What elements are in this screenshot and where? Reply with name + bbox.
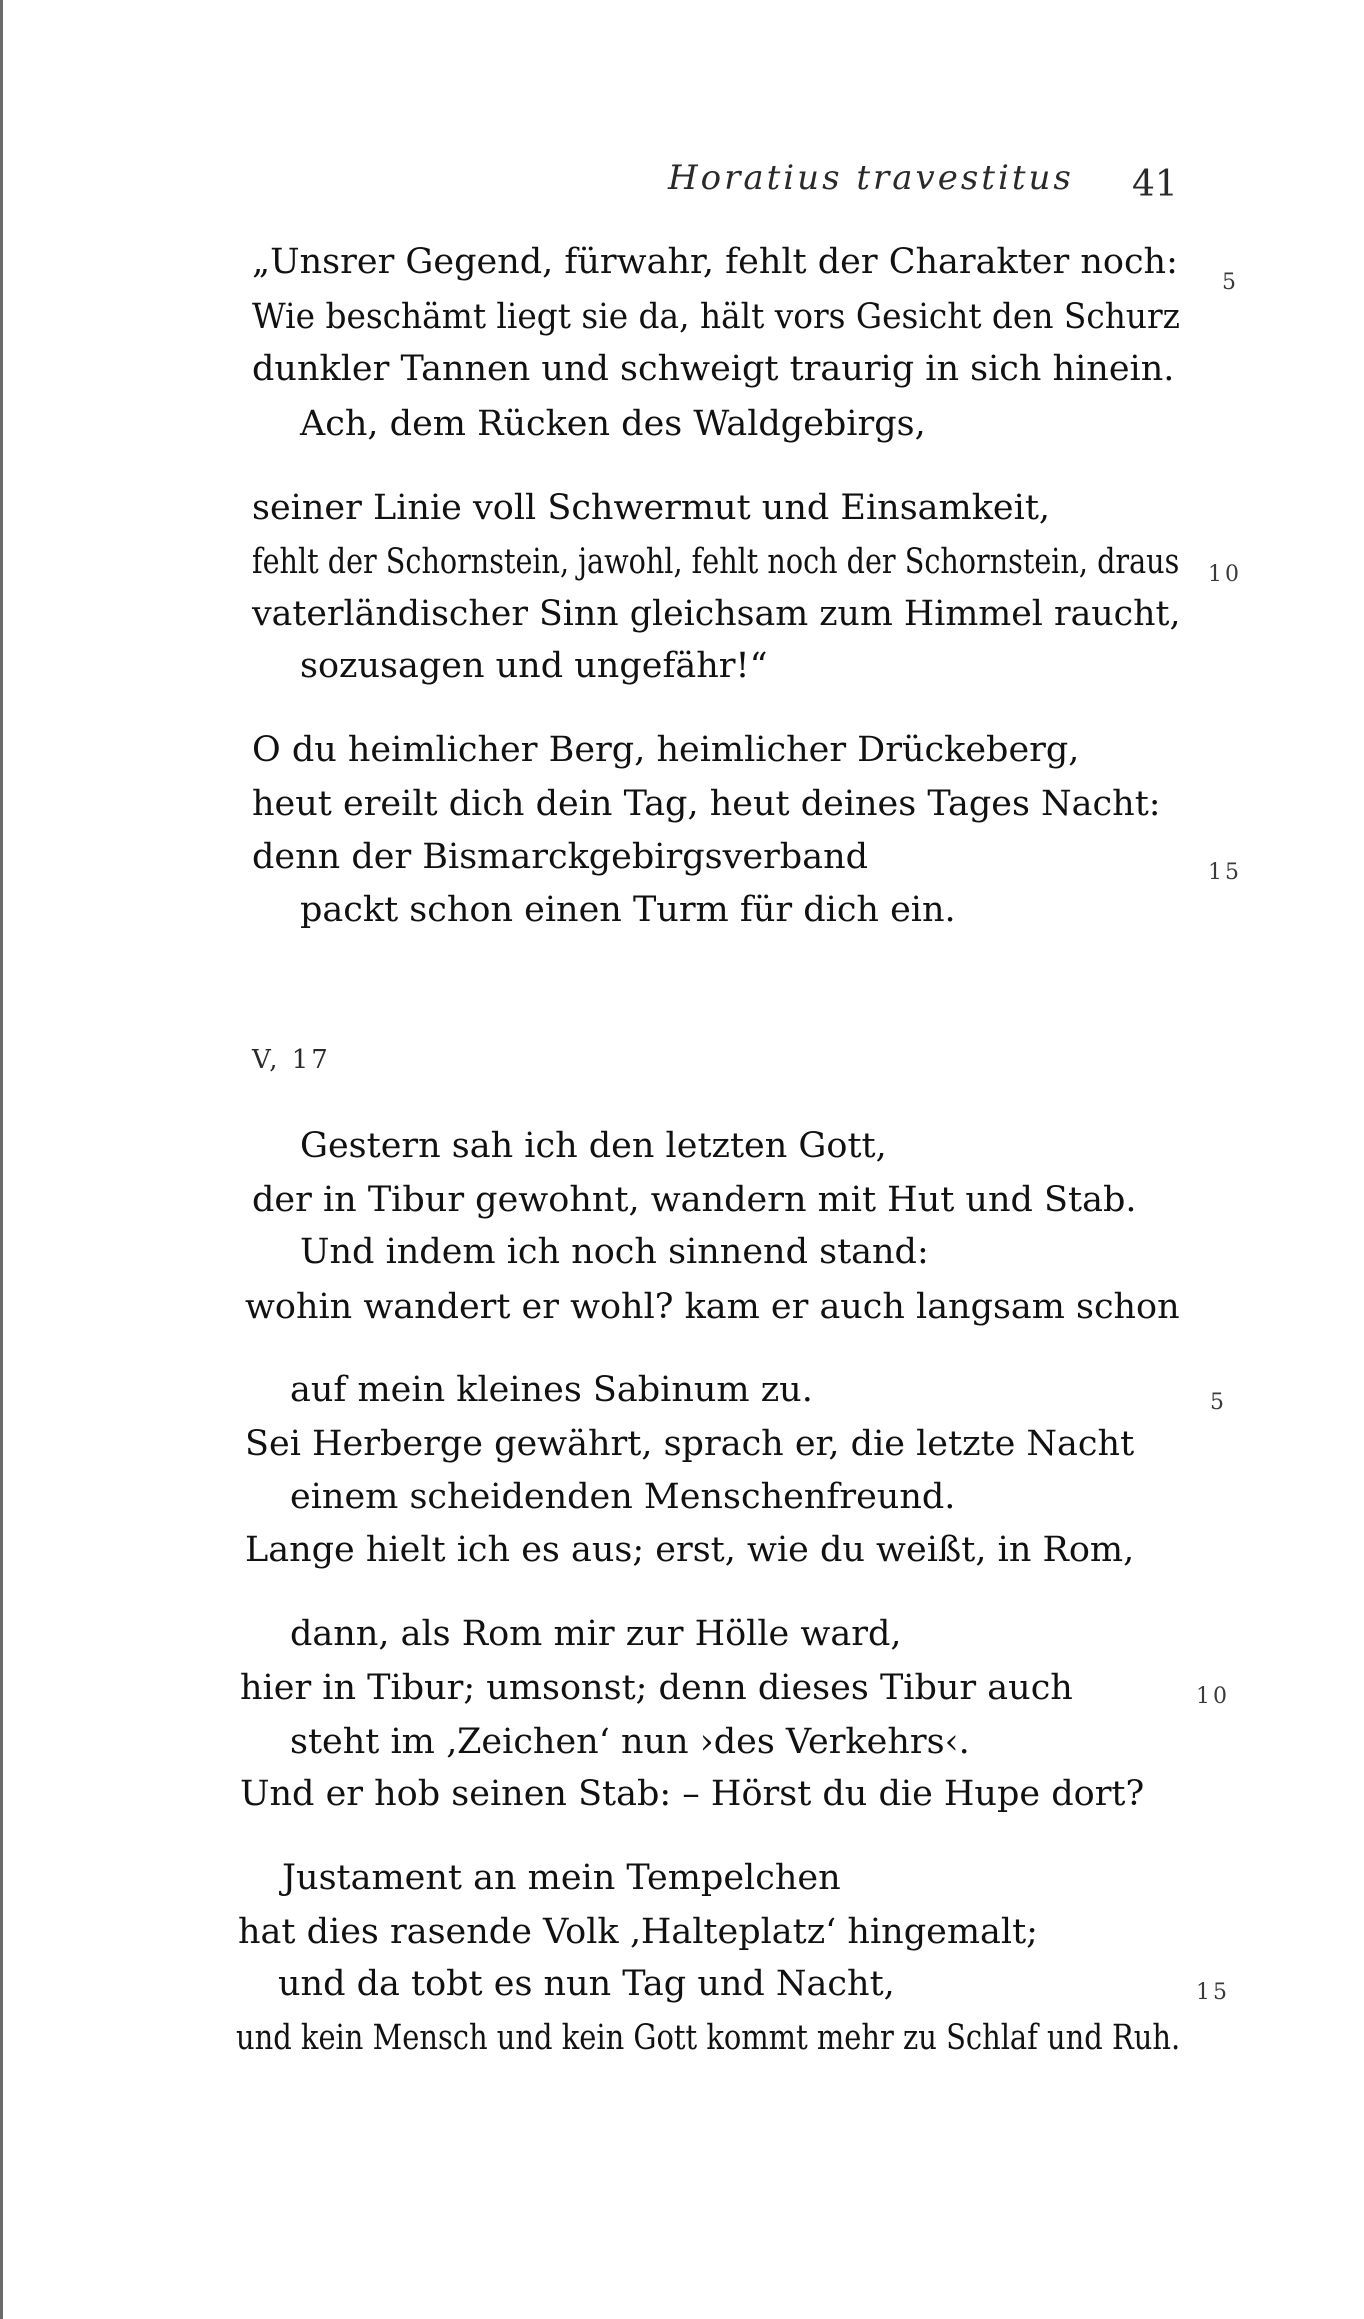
poem2-line-2: der in Tibur gewohnt, wandern mit Hut und Stab. xyxy=(252,1180,1137,1220)
poem2-line-number-5: 5 xyxy=(1210,1390,1227,1415)
poem2-line-13: Justament an mein Tempelchen xyxy=(282,1858,841,1898)
poem1-line-8: sozusagen und ungefähr!“ xyxy=(300,646,768,686)
poem1-line-10: heut ereilt dich dein Tag, heut deines Tages Nacht: xyxy=(252,784,1161,824)
page-number: 41 xyxy=(1132,164,1178,205)
poem1-line-6: fehlt der Schornstein, jawohl, fehlt noch der Schornstein, draus xyxy=(252,542,1180,582)
poem1-line-7: vaterländischer Sinn gleichsam zum Himmel raucht, xyxy=(252,594,1181,634)
running-header-title: Horatius travestitus xyxy=(668,158,1074,198)
poem2-line-number-10: 10 xyxy=(1196,1684,1230,1709)
poem2-line-14: hat dies rasende Volk ‚Halteplatz‘ hingemalt; xyxy=(238,1912,1038,1952)
poem2-line-5: auf mein kleines Sabinum zu. xyxy=(290,1370,813,1410)
poem1-line-number-15: 15 xyxy=(1208,860,1242,885)
poem1-line-11: denn der Bismarckgebirgsverband xyxy=(252,837,869,877)
poem2-line-7: einem scheidenden Menschenfreund. xyxy=(290,1477,956,1517)
poem2-line-15: und da tobt es nun Tag und Nacht, xyxy=(278,1964,895,2004)
poem2-heading: V, 17 xyxy=(252,1045,331,1075)
poem2-line-6: Sei Herberge gewährt, sprach er, die letzte Nacht xyxy=(245,1424,1135,1464)
poem2-line-4: wohin wandert er wohl? kam er auch langsam schon xyxy=(245,1287,1180,1327)
poem1-line-4: Ach, dem Rücken des Waldgebirgs, xyxy=(300,404,926,444)
poem1-line-1: „Unsrer Gegend, fürwahr, fehlt der Charakter noch: xyxy=(252,242,1178,282)
poem2-line-16: und kein Mensch und kein Gott kommt mehr zu Schlaf und Ruh. xyxy=(236,2018,1181,2058)
poem2-line-10: hier in Tibur; umsonst; denn dieses Tibur auch xyxy=(240,1668,1073,1708)
poem2-line-3: Und indem ich noch sinnend stand: xyxy=(300,1232,929,1272)
page-edge-shadow xyxy=(0,0,3,2319)
poem2-line-11: steht im ‚Zeichen‘ nun ›des Verkehrs‹. xyxy=(290,1722,970,1762)
poem1-line-5: seiner Linie voll Schwermut und Einsamkeit, xyxy=(252,488,1051,528)
poem2-line-number-15: 15 xyxy=(1196,1980,1230,2005)
poem1-line-number-5: 5 xyxy=(1222,270,1239,295)
poem1-line-12: packt schon einen Turm für dich ein. xyxy=(300,890,956,930)
poem2-line-12: Und er hob seinen Stab: – Hörst du die Hupe dort? xyxy=(240,1774,1145,1814)
poem2-line-9: dann, als Rom mir zur Hölle ward, xyxy=(290,1614,902,1654)
poem1-line-9: O du heimlicher Berg, heimlicher Drückeberg, xyxy=(252,730,1080,770)
poem1-line-3: dunkler Tannen und schweigt traurig in sich hinein. xyxy=(252,349,1175,389)
poem2-line-8: Lange hielt ich es aus; erst, wie du weißt, in Rom, xyxy=(245,1530,1135,1570)
poem2-line-1: Gestern sah ich den letzten Gott, xyxy=(300,1126,887,1166)
poem1-line-2: Wie beschämt liegt sie da, hält vors Gesicht den Schurz xyxy=(252,297,1180,337)
poem1-line-number-10: 10 xyxy=(1208,562,1242,587)
